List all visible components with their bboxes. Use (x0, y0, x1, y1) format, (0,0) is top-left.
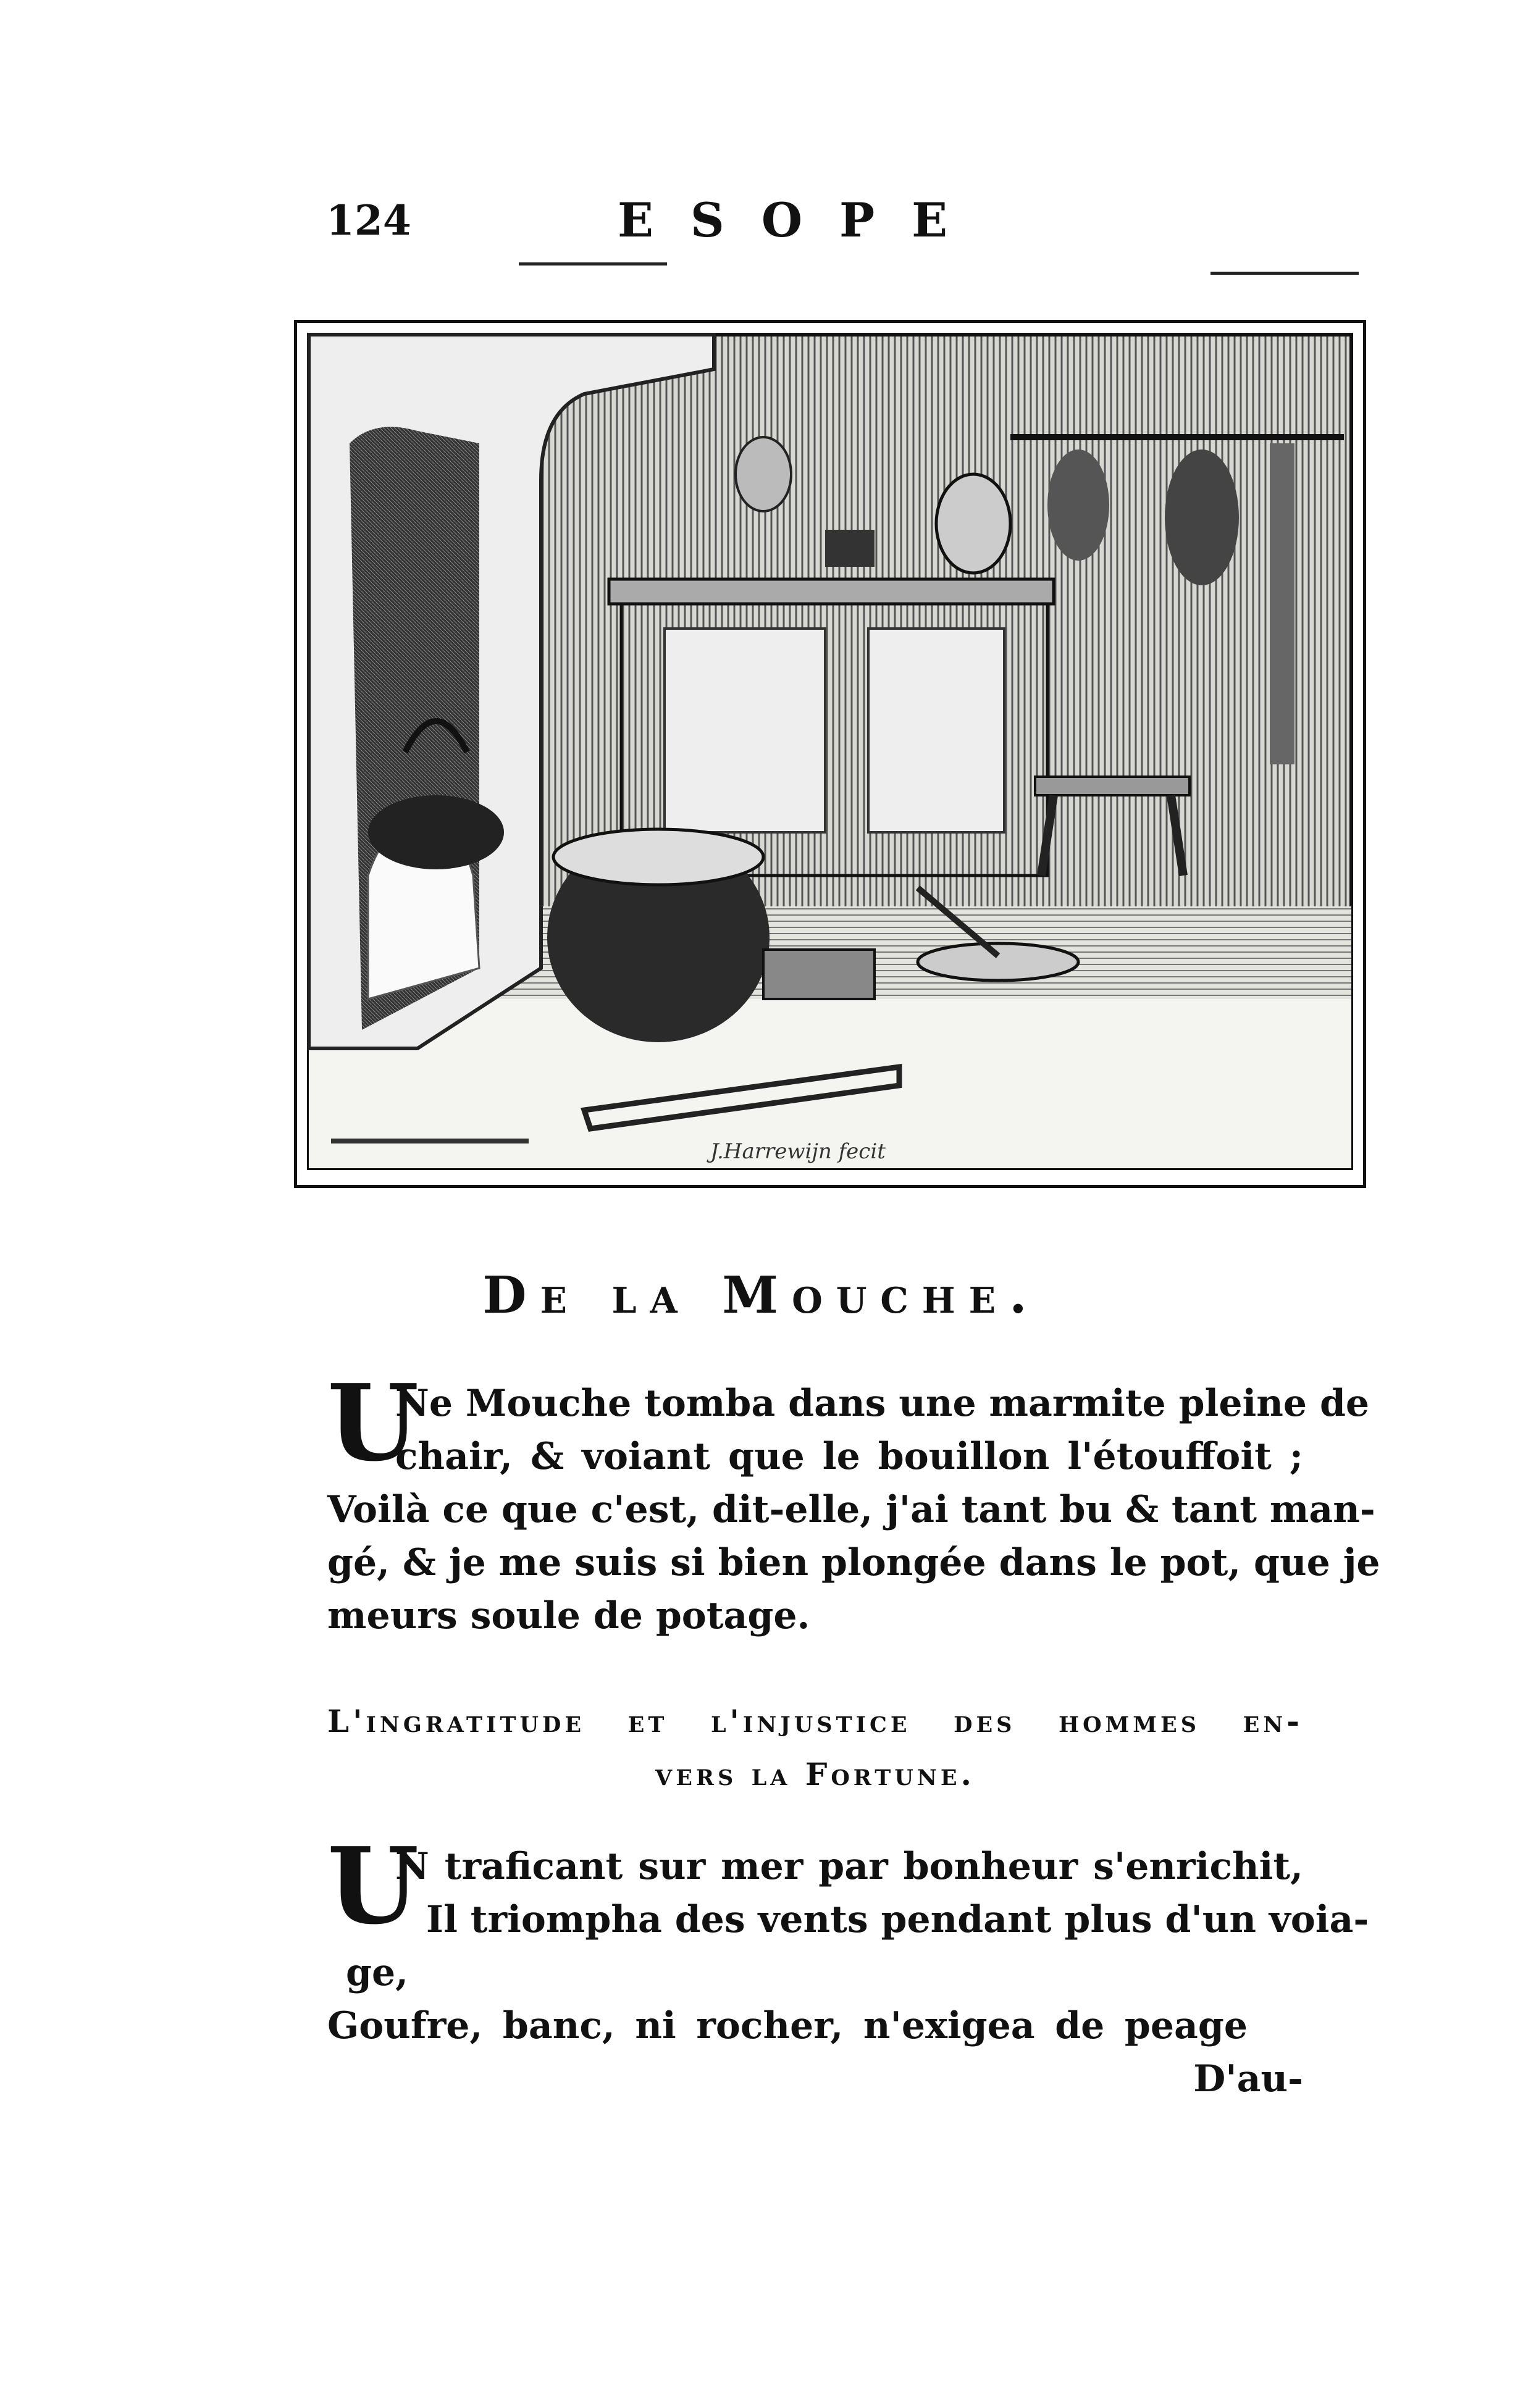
drop-cap: U (327, 1361, 419, 1485)
verse-line: ge, (346, 1951, 409, 1994)
fable-title (327, 1695, 1303, 1801)
drop-cap: U (327, 1825, 419, 1948)
text-line: meurs soule de potage. (327, 1594, 810, 1637)
page-number: 124 (326, 196, 411, 245)
text-line: gé, & je me suis si bien plongée dans le pot, que je (327, 1541, 1380, 1584)
header-rule-left (519, 262, 667, 265)
text-line: chair, & voiant que le bouillon l'étouffoit ; (395, 1435, 1303, 1478)
text-line: Ne Mouche tomba dans une marmite pleine de (395, 1382, 1370, 1425)
verse-line: Goufre, banc, ni rocher, n'exigea de peage (327, 2004, 1248, 2047)
running-head: ESOPE (618, 193, 985, 248)
poem-text (327, 1840, 1369, 2105)
text-line: Voilà ce que c'est, dit-elle, j'ai tant bu & tant man- (327, 1488, 1375, 1531)
engraving-kitchen-illustration (294, 320, 1366, 1188)
fable-title: De la Mouche. (482, 1266, 1041, 1325)
catchword: D'au- (1193, 2057, 1303, 2101)
verse-line: N traficant sur mer par bonheur s'enrichit, (395, 1845, 1303, 1888)
title-line: vers la Fortune. (655, 1756, 975, 1792)
title-line: L'ingratitude et l'injustice des hommes en- (327, 1703, 1303, 1739)
engraver-signature: J.Harrewijn fecit (710, 1139, 886, 1164)
header-rule-right (1210, 272, 1359, 275)
fable-text (327, 1377, 1380, 1642)
verse-line: Il triompha des vents pendant plus d'un voia- (426, 1898, 1369, 1941)
